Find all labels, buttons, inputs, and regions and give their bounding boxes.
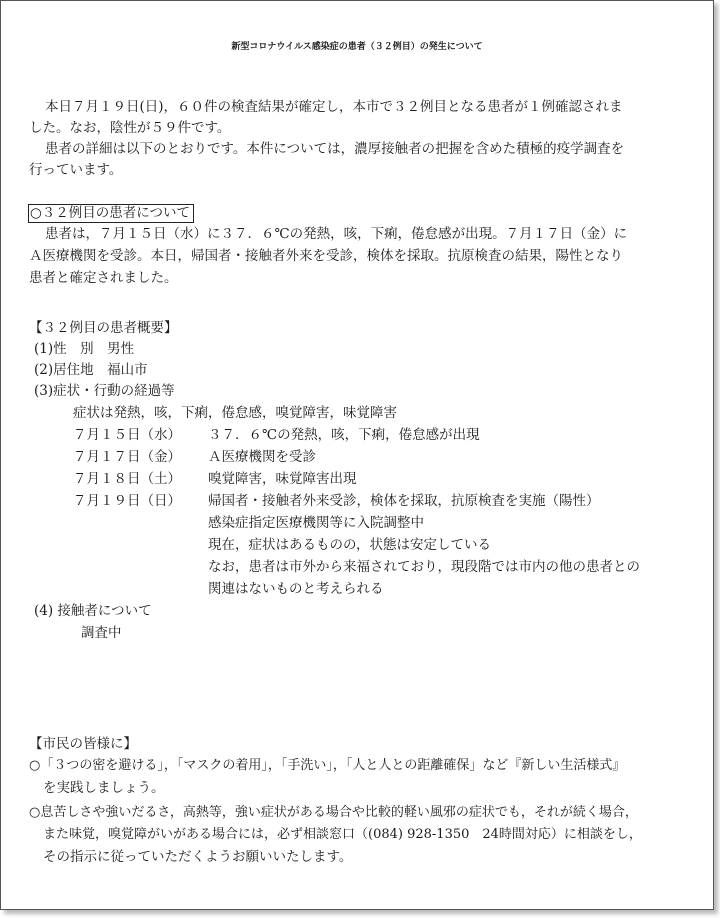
schedule-date: ７月１８日（土）: [73, 471, 181, 487]
summary-symptoms-heading: (3)症状・行動の経過等: [34, 383, 175, 399]
schedule-date: ７月１７日（金）: [73, 449, 181, 465]
schedule-event: Ａ医療機関を受診: [208, 449, 316, 465]
intro-line: した。なお，陰性が５９件です。: [29, 120, 231, 136]
case-heading-box: ○３２例目の患者について: [28, 204, 194, 223]
case-body-line: 患者は，７月１５日（水）に３７．６℃の発熱，咳，下痢，倦怠感が出現。７月１７日（金）に: [45, 226, 628, 242]
schedule-event: ３７．６℃の発熱，咳，下痢，倦怠感が出現: [208, 427, 480, 443]
summary-sex: (1)性 別 男性: [34, 341, 135, 357]
schedule-event: 関連はないものと考えられる: [208, 581, 384, 597]
schedule-event: なお，患者は市外から来福されており，現段階では市内の他の患者との: [208, 559, 640, 575]
schedule-date: ７月１９日（日）: [73, 493, 181, 509]
intro-line: 行っています。: [29, 162, 123, 178]
contacts-heading: (4) 接触者について: [34, 603, 152, 619]
intro-line: 本日７月１９日(日)，６０件の検査結果が確定し，本市で３２例目となる患者が１例確認されま: [45, 99, 623, 115]
citizens-advice-line: ○息苦しさや強いだるさ，高熱等，強い症状がある場合や比較的軽い風邪の症状でも，それが続く場合，: [29, 805, 638, 820]
schedule-event: 帰国者・接触者外来受診，検体を採取，抗原検査を実施（陽性）: [208, 493, 600, 509]
document-title: 新型コロナウイルス感染症の患者（３２例目）の発生について: [231, 42, 483, 52]
summary-residence: (2)居住地 福山市: [34, 362, 148, 378]
schedule-event: 嗅覚障害，味覚障害出現: [208, 471, 357, 487]
citizens-advice-line: ○「３つの密を避ける」，「マスクの着用」，「手洗い」，「人と人との距離確保」など『新しい生活様式』: [29, 758, 626, 773]
case-heading: [28, 201, 194, 221]
citizens-advice-line: その指示に従っていただくようお願いいたします。: [43, 849, 353, 865]
case-body-line: Ａ医療機関を受診。本日，帰国者・接触者外来を受診，検体を採取。抗原検査の結果，陽性となり: [29, 248, 623, 264]
schedule-date: ７月１５日（水）: [73, 427, 181, 443]
citizens-advice-line: を実践しましょう。: [43, 780, 165, 796]
citizens-heading: 【市民の皆様に】: [29, 736, 137, 752]
case-body-line: 患者と確定されました。: [29, 270, 178, 286]
schedule-event: 現在，症状はあるものの，状態は安定している: [208, 537, 491, 553]
schedule-event: 感染症指定医療機関等に入院調整中: [208, 515, 424, 531]
contacts-status: 調査中: [81, 625, 122, 641]
intro-line: 患者の詳細は以下のとおりです。本件については，濃厚接触者の把握を含めた積極的疫学調査を: [45, 141, 625, 157]
summary-heading: 【３２例目の患者概要】: [29, 320, 178, 336]
symptoms-list: 症状は発熱，咳，下痢，倦怠感，嗅覚障害，味覚障害: [73, 405, 397, 421]
citizens-advice-line: また味覚，嗅覚障がいがある場合には，必ず相談窓口（(084) 928-1350 24時間対応）に相談をし，: [43, 827, 642, 842]
